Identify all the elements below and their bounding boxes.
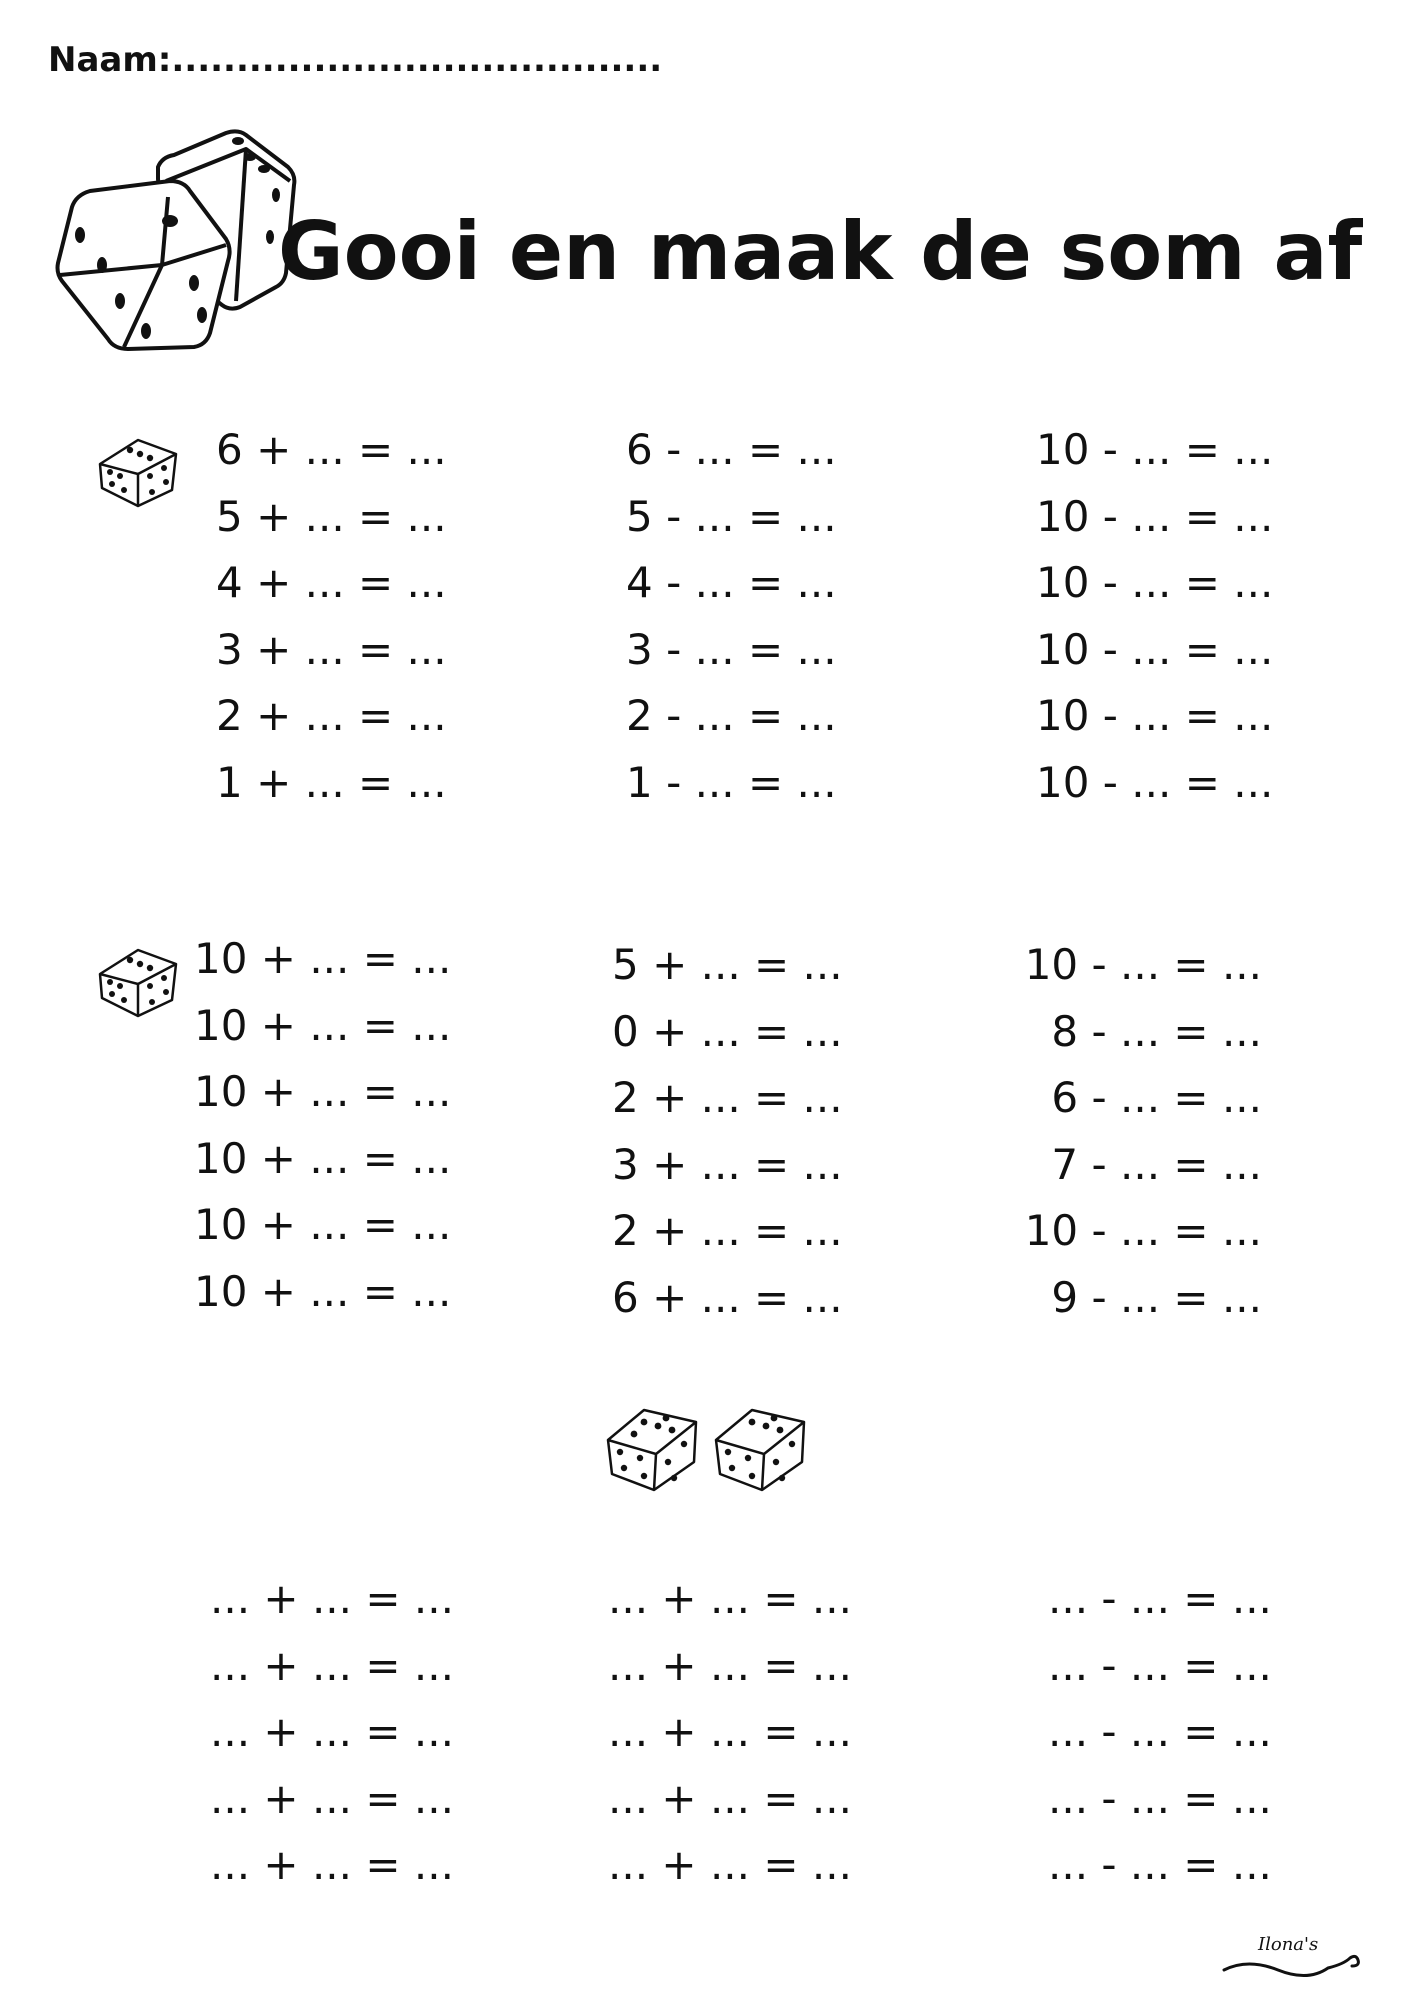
sum-line: 2 + ... = ... <box>216 691 447 740</box>
sum-line: 10 + ... = ... <box>194 1266 452 1316</box>
sum-line: 10 - ... = ... <box>1036 624 1274 674</box>
die-icon <box>92 420 184 512</box>
sum-line: ... + ... = ... <box>608 1707 852 1756</box>
sum-line: 6 - ... = ... <box>1051 1073 1262 1122</box>
section1-column-addition <box>216 417 447 816</box>
sum-line: 10 + ... = ... <box>194 1200 452 1249</box>
section1-column-ten-minus <box>1036 417 1273 816</box>
two-dice-icon <box>604 1392 816 1496</box>
sum-line: ... - ... = ... <box>1048 1574 1272 1623</box>
sum-line: ... + ... = ... <box>210 1840 454 1889</box>
sum-line: 1 + ... = ... <box>216 757 447 807</box>
sum-line: ... - ... = ... <box>1048 1773 1272 1823</box>
sum-line: 10 + ... = ... <box>194 934 452 983</box>
two-dice-icon <box>50 105 310 355</box>
sum-line: 6 - ... = ... <box>626 425 837 474</box>
sum-line: 10 + ... = ... <box>194 1000 452 1050</box>
sum-line: 2 - ... = ... <box>626 691 837 740</box>
sum-line: ... + ... = ... <box>210 1707 454 1756</box>
sum-line: 4 + ... = ... <box>216 558 447 607</box>
sum-line: 10 + ... = ... <box>194 1133 452 1183</box>
sum-line: ... + ... = ... <box>608 1773 852 1823</box>
sum-line: ... + ... = ... <box>608 1574 852 1623</box>
sum-line: ... - ... = ... <box>1048 1640 1272 1690</box>
sum-line: 0 + ... = ... <box>612 1006 843 1056</box>
section3-column-subtraction <box>1048 1566 1272 1899</box>
section3-column-addition-2 <box>608 1566 852 1899</box>
sum-line: 10 - ... = ... <box>1024 940 1262 989</box>
sum-line: 10 - ... = ... <box>1036 757 1274 807</box>
sum-line: 3 - ... = ... <box>626 624 837 674</box>
sum-line: 3 + ... = ... <box>612 1139 843 1189</box>
sum-line: 10 - ... = ... <box>1024 1206 1262 1255</box>
sum-line: ... - ... = ... <box>1048 1840 1272 1889</box>
sum-line: 6 + ... = ... <box>612 1272 843 1322</box>
sum-line: 7 - ... = ... <box>1051 1139 1262 1189</box>
sum-line: 1 - ... = ... <box>626 757 837 807</box>
sum-line: 10 + ... = ... <box>194 1067 452 1116</box>
section1-column-subtraction <box>626 417 837 816</box>
sum-line: 10 - ... = ... <box>1036 425 1274 474</box>
section3-column-addition <box>210 1566 454 1899</box>
name-field-label: Naam:...................................... <box>48 40 663 80</box>
sum-line: 9 - ... = ... <box>1051 1272 1262 1322</box>
sum-line: 5 + ... = ... <box>216 491 447 541</box>
sum-line: 6 + ... = ... <box>216 425 447 474</box>
sum-line: ... + ... = ... <box>608 1840 852 1889</box>
section2-column-subtraction <box>1000 932 1262 1331</box>
section2-column-addition <box>612 932 843 1331</box>
sum-line: 8 - ... = ... <box>1051 1006 1262 1056</box>
sum-line: ... + ... = ... <box>210 1773 454 1823</box>
sum-line: 5 - ... = ... <box>626 491 837 541</box>
sum-line: ... + ... = ... <box>210 1574 454 1623</box>
section2-column-ten-plus <box>194 926 451 1325</box>
sum-line: 2 + ... = ... <box>612 1206 843 1255</box>
sum-line: 10 - ... = ... <box>1036 491 1274 541</box>
sum-line: 5 + ... = ... <box>612 940 843 989</box>
brand-logo-text: Ilona's <box>1258 1934 1319 1955</box>
sum-line: 10 - ... = ... <box>1036 691 1274 740</box>
sum-line: 2 + ... = ... <box>612 1073 843 1122</box>
sum-line: ... - ... = ... <box>1048 1707 1272 1756</box>
sum-line: ... + ... = ... <box>210 1640 454 1690</box>
sum-line: 3 + ... = ... <box>216 624 447 674</box>
sum-line: ... + ... = ... <box>608 1640 852 1690</box>
sum-line: 10 - ... = ... <box>1036 558 1274 607</box>
page-title: Gooi en maak de som af <box>278 205 1363 298</box>
sum-line: 4 - ... = ... <box>626 558 837 607</box>
die-icon <box>92 930 184 1022</box>
